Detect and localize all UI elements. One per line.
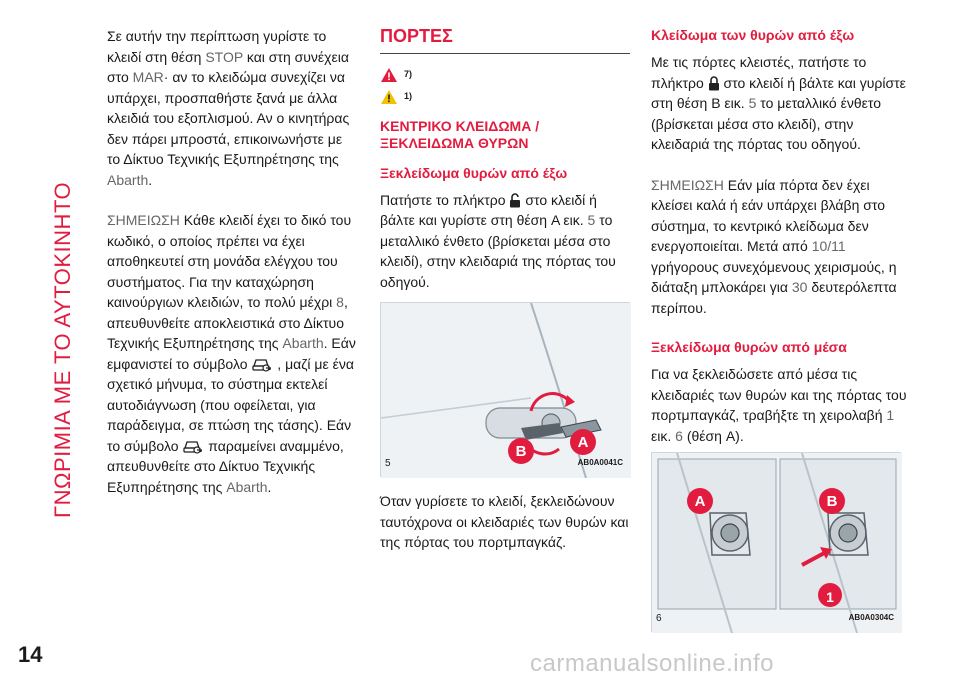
caution-ref-1: 1) (380, 86, 630, 108)
side-title-text: ΓΝΩΡΙΜΙΑ ΜΕ ΤΟ ΑΥΤΟΚΙΝΗΤΟ (50, 181, 75, 518)
unlock-key-button-icon (509, 193, 521, 208)
door-handle-illustration (652, 453, 902, 633)
caution-triangle-icon (380, 89, 398, 105)
unlock-outside-heading: Ξεκλείδωμα θυρών από έξω (380, 164, 568, 181)
column-1 (107, 26, 357, 517)
watermark: carmanualsonline.info (530, 650, 774, 677)
central-locking-heading: ΚΕΝΤΡΙΚΟ ΚΛΕΙΔΩΜΑ / ΞΕΚΛΕΙΔΩΜΑ ΘΥΡΩΝ (380, 117, 540, 151)
figure-5 (380, 302, 630, 477)
callout-1: 1 (826, 589, 834, 605)
figure-6 (651, 452, 901, 632)
side-title (48, 18, 88, 618)
callout-b: B (826, 493, 838, 510)
page-number: 14 (18, 642, 43, 667)
paragraph-unlock-outside: Πατήστε το πλήκτρο στο κλειδί ή βάλτε και γυρίστε στη θέση A εικ. 5 το μεταλλικό ένθετο (βρίσκεται μέσα στο κλειδί), στην κλειδαριά της πόρτας του οδηγού. (380, 191, 616, 290)
figure-number: 5 (385, 457, 391, 469)
immobilizer-car-icon (251, 356, 273, 373)
paragraph-note-central-lock: ΣΗΜΕΙΩΣΗ Εάν μία πόρτα δεν έχει κλείσει καλά ή εάν υπάρχει βλάβη στο σύστημα, το κεντρικό κλείδωμα δεν ενεργοποιείται. Μετά από 10/11 γρήγορους συνεχόμενους χειρισμούς, η διάταξη μπλοκάρει για 30 δευτερόλεπτα περίπου. (651, 176, 897, 316)
lock-key-button-icon (708, 76, 720, 91)
figure-code: AB0A0041C (577, 457, 623, 467)
paragraph-note-keys: ΣΗΜΕΙΩΣΗ Κάθε κλειδί έχει το δικό του κωδικό, ο οποίος πρέπει να έχει αποθηκευτεί στη μονάδα ελέγχου του συστήματος. Για την καταχώρηση καινούργιων κλειδιών, το πολύ μέχρι 8, απευθυνθείτε αποκλειστικά στο Δίκτυο Τεχνικής Εξυπηρέτησης της Abarth. Εάν εμφανιστεί το σύμβολο , μαζί με ένα σχετικό μήνυμα, το σύστημα εκτελεί αυτοδιάγνωση (που οφείλεται, για παράδειγμα, σε πτώση της τάσης). Εάν το σύμβολο παραμείνει αναμμένο, απευθυνθείτε στο Δίκτυο Τεχνικής Εξυπηρέτησης της Abarth. (107, 212, 356, 495)
paragraph-unlock-inside: Για να ξεκλειδώσετε από μέσα τις κλειδαριές των θυρών και της πόρτας του πορτμπαγκάζ, τραβήξτε τη χειρολαβή 1 εικ. 6 (θέση A). (651, 366, 907, 444)
callout-b: B (515, 443, 527, 460)
figure-code: AB0A0304C (848, 612, 894, 622)
warning-ref-7: 7) (380, 64, 630, 86)
column-2 (380, 26, 630, 553)
callout-a: A (694, 493, 706, 510)
column-3 (651, 26, 911, 646)
figure-number: 6 (656, 612, 662, 624)
section-title: ΠΟΡΤΕΣ (380, 26, 630, 54)
callout-a: A (577, 434, 589, 451)
paragraph-lock-outside: Με τις πόρτες κλειστές, πατήστε το πλήκτρο στο κλειδί ή βάλτε και γυρίστε στη θέση B εικ. 5 το μεταλλικό ένθετο (βρίσκεται μέσα στο κλειδί), στην κλειδαριά της πόρτας του οδηγού. (651, 54, 906, 152)
unlock-inside-heading: Ξεκλείδωμα θυρών από μέσα (651, 339, 847, 355)
paragraph-key-recognition: Σε αυτήν την περίπτωση γυρίστε το κλειδί στη θέση STOP και στη συνέχεια στο MAR· αν το κλειδώμα συνεχίζει να υπάρχει, προσπαθήστε ξανά με άλλα κλειδιά του εξοπλισμού. Αν ο κινητήρας δεν πάρει μπροστά, επικοινωνήστε με το Δίκτυο Τεχνικής Εξυπηρέτησης της Abarth. (107, 28, 350, 188)
paragraph-simultaneous-unlock: Όταν γυρίσετε το κλειδί, ξεκλειδώνουν ταυτόχρονα οι κλειδαριές των θυρών και της πόρτας του πορτμπαγκάζ. (380, 493, 629, 550)
immobilizer-car-icon (182, 438, 204, 455)
lock-outside-heading: Κλείδωμα των θυρών από έξω (651, 27, 855, 43)
warning-triangle-icon (380, 67, 398, 83)
